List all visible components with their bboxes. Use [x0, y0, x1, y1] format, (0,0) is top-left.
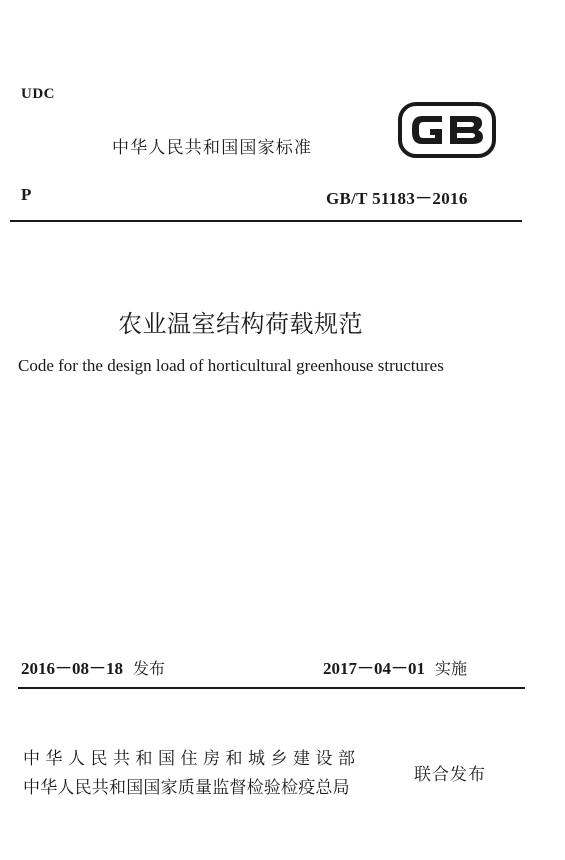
udc-label: UDC: [21, 86, 55, 102]
issue-date-line: [21, 654, 165, 679]
title-chinese: 农业温室结构荷载规范: [118, 310, 363, 338]
issue-label: 发布: [133, 659, 166, 678]
gb-logo-text: GB: [446, 136, 448, 137]
implementation-date-line: [323, 654, 467, 679]
implementation-label: 实施: [435, 659, 468, 678]
bottom-divider: [18, 687, 525, 689]
gb-logo: [398, 102, 496, 158]
standard-type: 中华人民共和国国家标准: [112, 138, 313, 158]
top-divider: [10, 220, 522, 222]
classification-code: P: [21, 185, 32, 204]
issue-date: 2016－08－18: [21, 659, 123, 678]
issuer-aqsiq: 中华人民共和国国家质量监督检验检疫总局: [23, 778, 350, 798]
implementation-date: 2017－04－01: [323, 659, 425, 678]
joint-issue-label: 联合发布: [414, 765, 486, 785]
title-english: Code for the design load of horticultural greenhouse structures: [18, 356, 444, 375]
issuer-ministry-housing: 中华人民共和国住房和城乡建设部: [23, 749, 361, 769]
standard-number: GB/T 51183－2016: [326, 189, 468, 208]
